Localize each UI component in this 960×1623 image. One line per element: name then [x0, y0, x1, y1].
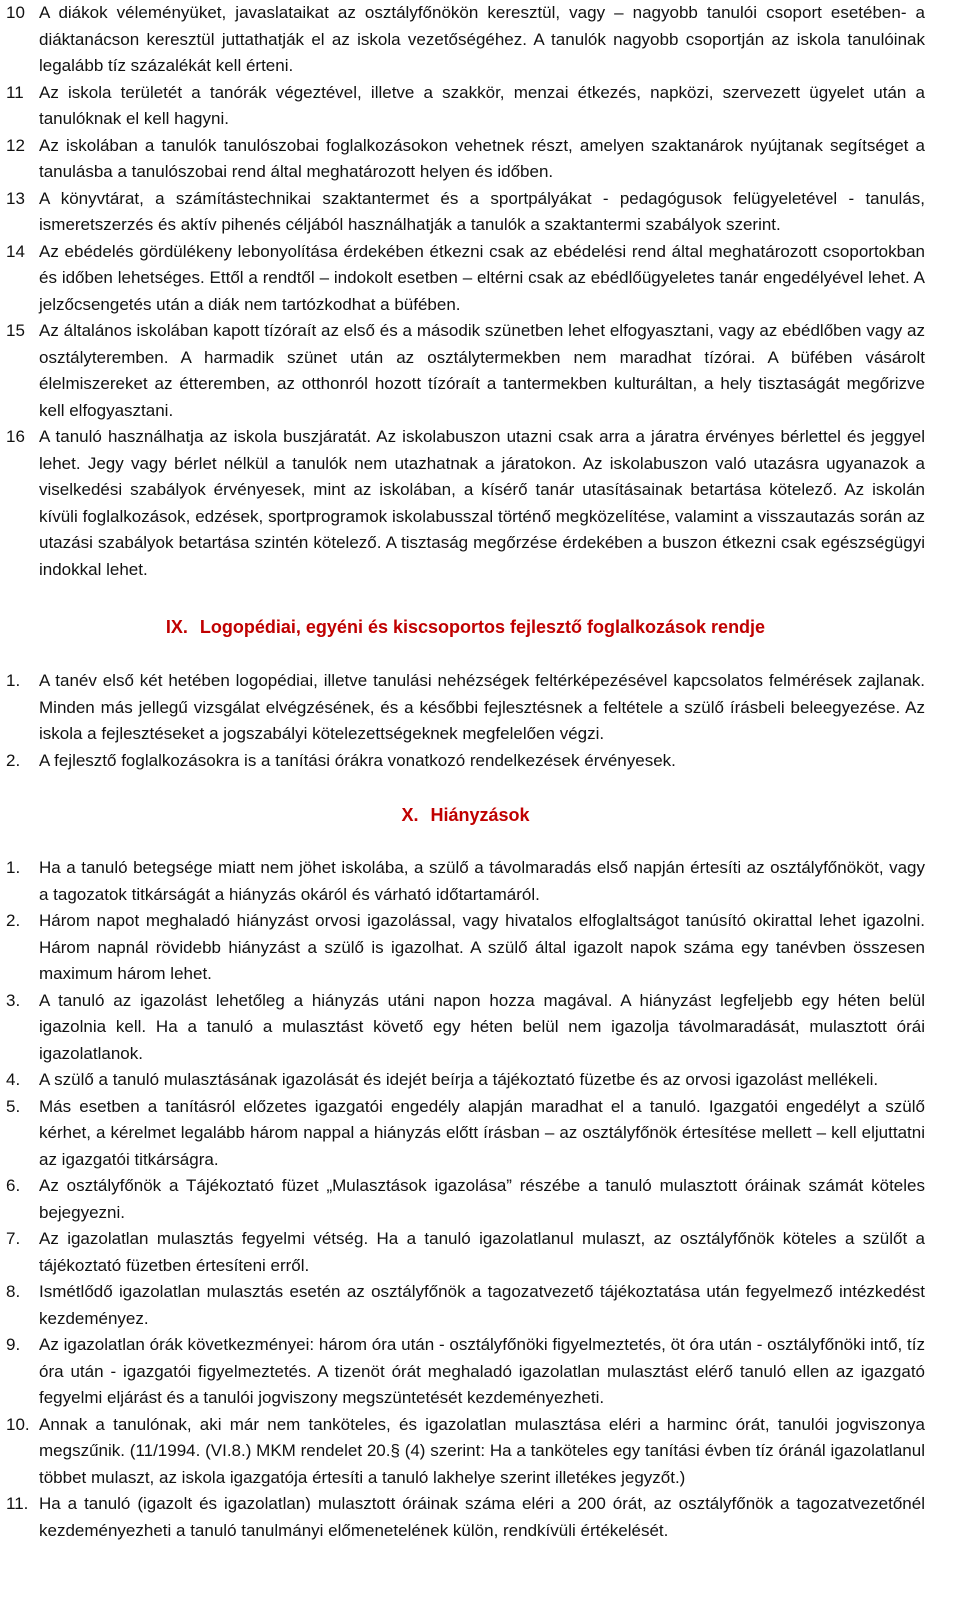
item-text: Az általános iskolában kapott tízóraít az első és a második szünetben lehet elfogyasztani, vagy az ebédlőben vagy az osztályteremben. A harmadik szünet után az osztálytermekben nem maradhat tízórai. A büfében vásárolt élelmiszereket az étteremben, az otthonról hozott tízóraít a tantermekben kulturáltan, a hely tisztaságát megőrizve kell elfogyasztani. [39, 321, 925, 420]
item-text: Három napot meghaladó hiányzást orvosi igazolással, vagy hivatalos elfoglaltságot tanúsító okirattal lehet igazolni. Három napnál rövidebb hiányzást a szülő is igazolhat. A szülő által igazolt napok száma egy tanévben összesen maximum három lehet. [39, 911, 925, 983]
item-text: Annak a tanulónak, aki már nem tanköteles, és igazolatlan mulasztása eléri a harminc órát, tanulói jogviszonya megszűnik. (11/1994. (VI.8.) MKM rendelet 20.§ (4) szerint: Ha a tanköteles egy tanítási évben tíz óránál igazolatlanul többet mulaszt, az iskola igazgatója értesíti a tanuló lakhelye szerint illetékes jegyzőt.) [39, 1414, 925, 1487]
list-item [6, 1067, 925, 1094]
item-number: 9. [6, 1335, 21, 1354]
list-item [6, 133, 925, 186]
list-item [6, 318, 925, 424]
item-text: A tanuló használhatja az iskola buszjáratát. Az iskolabuszon utazni csak arra a járatra érvényes bérlettel és jeggyel lehet. Jegy vagy bérlet nélkül a tanulók nem utazhatnak a járatokon. Az iskolabuszon való utazásra ugyanazok a viselkedési szabályok érvényesek, mint az iskolában, a kísérő tanár utasításainak betartása kötelező. Az iskolán kívüli foglalkozások, edzések, sportprogramok iskolabusszal történő megközelítése, valamint a visszautazás során az utazási szabályok betartása szintén kötelező. A tisztaság megőrzése érdekében a buszon étkezni csak egészségügyi indokkal lehet. [39, 427, 925, 579]
list-item [6, 1412, 925, 1492]
item-text: A tanév első két hetében logopédiai, illetve tanulási nehézségek feltérképezésével kapcsolatos felmérések zajlanak. Minden más jellegű vizsgálat elvégzésének, és a későbbi fejlesztésnek a feltétele a szülő írásbeli beleegyezése. Az iskola a fejlesztéseket a jogszabályi kötelezettségeknek megfelelően végzi. [39, 671, 925, 743]
item-text: A tanuló az igazolást lehetőleg a hiányzás utáni napon hozza magával. A hiányzást legfeljebb egy héten belül igazolnia kell. Ha a tanuló a mulasztást követő egy héten belül nem igazolja távolmaradását, mulasztott órái igazolatlanok. [39, 990, 925, 1063]
item-text: Ha a tanuló (igazolt és igazolatlan) mulasztott óráinak száma eléri a 200 órát, az osztályfőnök a tagozatvezetőnél kezdeményezheti a tanuló tanulmányi előmenetelének külön, rendkívüli értékelését. [39, 1494, 925, 1540]
item-number: 10. [6, 1414, 30, 1434]
list-item [6, 1226, 925, 1279]
item-text: Az igazolatlan mulasztás fegyelmi vétség. Ha a tanuló igazolatlanul mulaszt, az osztályfőnök köteles a szülőt a tájékoztató füzetben értesíteni erről. [39, 1229, 925, 1275]
section-heading-ix [6, 614, 925, 640]
list-item [6, 1332, 925, 1412]
item-number: 6. [6, 1176, 21, 1195]
item-number: 16 [6, 427, 25, 446]
item-number: 2. [6, 911, 21, 930]
item-number: 13 [6, 188, 25, 208]
item-text: A fejlesztő foglalkozásokra is a tanítási órákra vonatkozó rendelkezések érvényesek. [39, 750, 676, 770]
item-text: A könyvtárat, a számítástechnikai szaktantermet és a sportpályákat - pedagógusok felügyeletével - tanulás, ismeretszerzés és aktív pihenés céljából használhatják a tanulók a szaktantermi szabályok szerint. [39, 188, 925, 234]
item-number: 1. [6, 671, 21, 690]
item-text: A szülő a tanuló mulasztásának igazolását és idejét beírja a tájékoztató füzetbe és az orvosi igazolást mellékeli. [39, 1070, 879, 1089]
item-number: 5. [6, 1096, 21, 1116]
section-number: X. [401, 805, 419, 825]
item-number: 11. [6, 1494, 29, 1513]
item-text: Ha a tanuló betegsége miatt nem jöhet iskolába, a szülő a távolmaradás első napján értesíti az osztályfőnököt, vagy a tagozatok titkárságát a hiányzás okáról és várható időtartamáról. [39, 858, 925, 904]
item-number: 4. [6, 1070, 21, 1089]
item-text: Az iskolában a tanulók tanulószobai foglalkozásokon vehetnek részt, amelyen szaktanárok nyújtanak segítséget a tanulásba a tanulószobai rend által meghatározott helyen és időben. [39, 135, 925, 181]
list-item [6, 855, 925, 908]
list-item [6, 239, 925, 319]
list-item [6, 80, 925, 133]
list-item [6, 668, 925, 748]
item-number: 14 [6, 241, 25, 261]
list-item [6, 908, 925, 988]
item-number: 2. [6, 750, 21, 770]
item-number: 11 [6, 82, 24, 102]
section-x-list [6, 855, 925, 1544]
section-title: Hiányzások [430, 805, 530, 825]
list-item [6, 0, 925, 80]
item-number: 10 [6, 3, 25, 22]
section-number: IX. [165, 617, 188, 637]
item-text: Az ebédelés gördülékeny lebonyolítása érdekében étkezni csak az ebédelési rend által meghatározott csoportokban és időben lehetséges. Ettől a rendtől – indokolt esetben – eltérni csak az ebédlőügyeletes tanár engedélyével lehet. A jelzőcsengetés után a diák nem tartózkodhat a büfében. [39, 241, 925, 314]
list-item [6, 1279, 925, 1332]
item-text: Az iskola területét a tanórák végeztével, illetve a szakkör, menzai étkezés, napközi, szervezett ügyelet után a tanulóknak el kell hagyni. [39, 82, 925, 128]
item-text: A diákok véleményüket, javaslataikat az osztályfőnökön keresztül, vagy – nagyobb tanulói csoport esetében- a diáktanácson keresztül juttathatják el az iskola vezetőségéhez. A tanulók nagyobb csoportján az iskola tanulóinak legalább tíz százalékát kell érteni. [39, 3, 925, 75]
item-number: 15 [6, 321, 25, 340]
item-text: Az igazolatlan órák következményei: három óra után - osztályfőnöki figyelmeztetés, öt óra után - osztályfőnöki intő, tíz óra után - igazgatói figyelmeztetés. A tizenöt órát meghaladó igazolatlan mulasztást elérő tanuló ellen az igazgató fegyelmi eljárást és a tanulói jogviszony megszüntetését kezdeményezheti. [39, 1335, 925, 1407]
item-text: Ismétlődő igazolatlan mulasztás esetén az osztályfőnök a tagozatvezető tájékoztatása után fegyelmező intézkedést kezdeményez. [39, 1282, 925, 1328]
list-item [6, 988, 925, 1068]
list-item [6, 186, 925, 239]
item-number: 7. [6, 1229, 21, 1248]
item-number: 8. [6, 1282, 21, 1301]
list-item [6, 1173, 925, 1226]
item-number: 12 [6, 135, 25, 155]
list-item [6, 1491, 925, 1544]
section-viii-list [6, 0, 925, 583]
section-heading-x [6, 802, 925, 828]
item-text: Más esetben a tanításról előzetes igazgatói engedély alapján maradhat el a tanuló. Igazgatói engedélyt a szülő kérhet, a kérelmet legalább három nappal a hiányzás előtt írásban – az osztályfőnök értesítése mellett – kell eljuttatni az igazgatói titkárságra. [39, 1096, 925, 1169]
item-number: 1. [6, 858, 21, 877]
list-item [6, 424, 925, 583]
section-ix-list [6, 668, 925, 774]
list-item [6, 1094, 925, 1174]
item-number: 3. [6, 990, 21, 1010]
item-text: Az osztályfőnök a Tájékoztató füzet „Mulasztások igazolása” részébe a tanuló mulasztott óráinak számát köteles bejegyezni. [39, 1176, 925, 1222]
list-item [6, 748, 925, 775]
section-title: Logopédiai, egyéni és kiscsoportos fejlesztő foglalkozások rendje [199, 617, 766, 637]
